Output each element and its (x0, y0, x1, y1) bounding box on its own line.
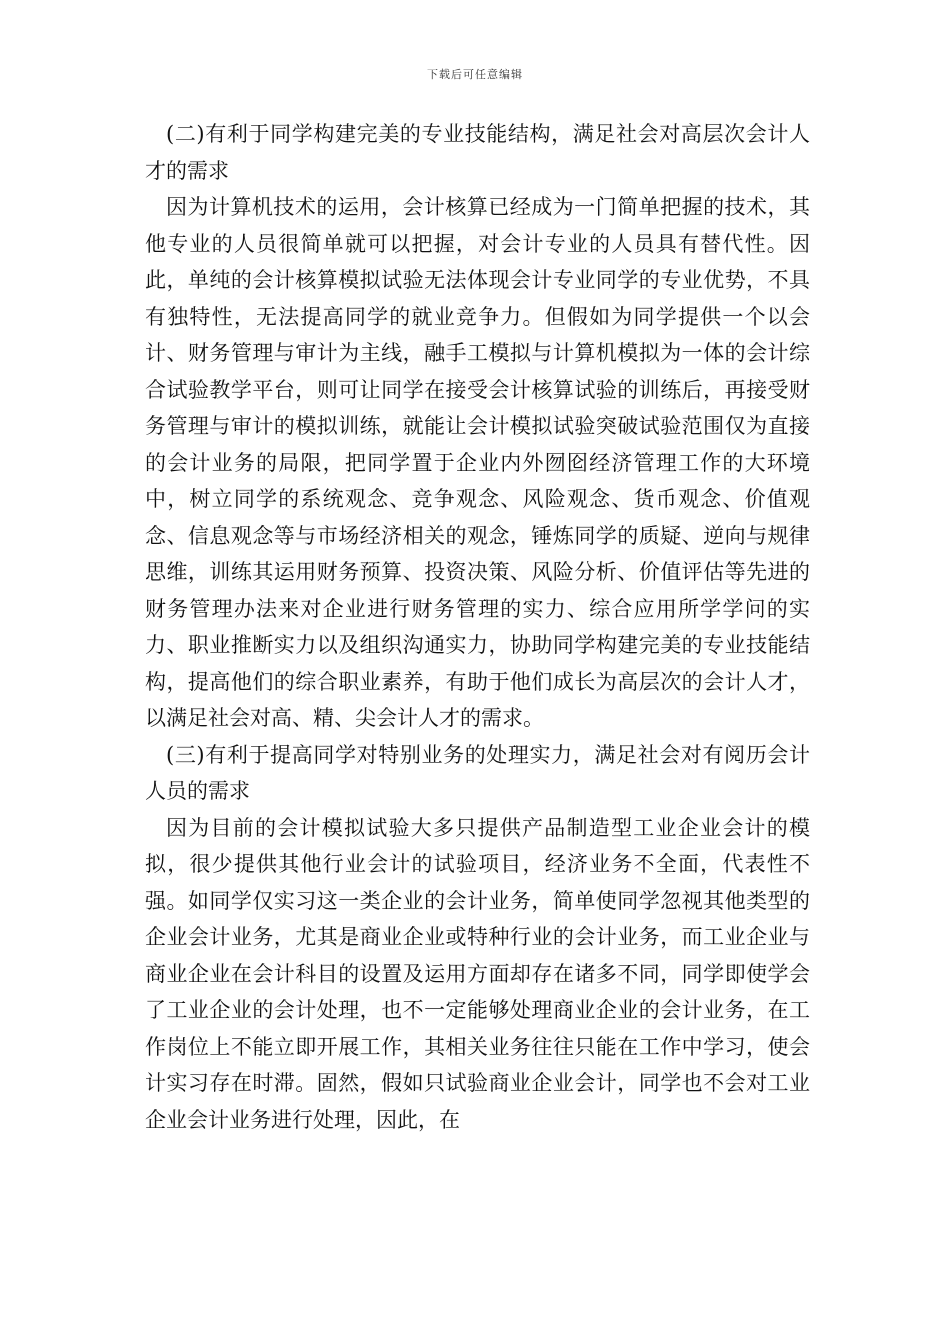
page-header: 下载后可任意编辑 (427, 68, 523, 81)
section-heading-2: (二)有利于同学构建完美的专业技能结构，满足社会对高层次会计人才的需求 (145, 122, 810, 183)
document-body (145, 116, 810, 1138)
section-heading-3: (三)有利于提高同学对特别业务的处理实力，满足社会对有阅历会计人员的需求 (145, 742, 810, 803)
body-paragraph-2: 因为目前的会计模拟试验大多只提供产品制造型工业企业会计的模拟，很少提供其他行业会计的试验项目，经济业务不全面，代表性不强。如同学仅实习这一类企业的会计业务，简单使同学忽视其他类型的企业会计业务，尤其是商业企业或特种行业的会计业务，而工业企业与商业企业在会计科目的设置及运用方面却存在诸多不同，同学即使学会了工业企业的会计处理，也不一定能够处理商业企业的会计业务，在工作岗位上不能立即开展工作，其相关业务往往只能在工作中学习，使会计实习存在时滞。固然，假如只试验商业企业会计，同学也不会对工业企业会计业务进行处理，因此，在 (145, 815, 810, 1132)
body-paragraph-1: 因为计算机技术的运用，会计核算已经成为一门简单把握的技术，其他专业的人员很简单就可以把握，对会计专业的人员具有替代性。因此，单纯的会计核算模拟试验无法体现会计专业同学的专业优势，不具有独特性，无法提高同学的就业竞争力。但假如为同学提供一个以会计、财务管理与审计为主线，融手工模拟与计算机模拟为一体的会计综合试验教学平台，则可让同学在接受会计核算试验的训练后，再接受财务管理与审计的模拟训练，就能让会计模拟试验突破试验范围仅为直接的会计业务的局限，把同学置于企业内外囫囵经济管理工作的大环境中，树立同学的系统观念、竞争观念、风险观念、货币观念、价值观念、信息观念等与市场经济相关的观念，锤炼同学的质疑、逆向与规律思维，训练其运用财务预算、投资决策、风险分析、价值评估等先进的财务管理办法来对企业进行财务管理的实力、综合应用所学学问的实力、职业推断实力以及组织沟通实力，协助同学构建完美的专业技能结构，提高他们的综合职业素养，有助于他们成长为高层次的会计人才，以满足社会对高、精、尖会计人才的需求。 (145, 195, 810, 730)
